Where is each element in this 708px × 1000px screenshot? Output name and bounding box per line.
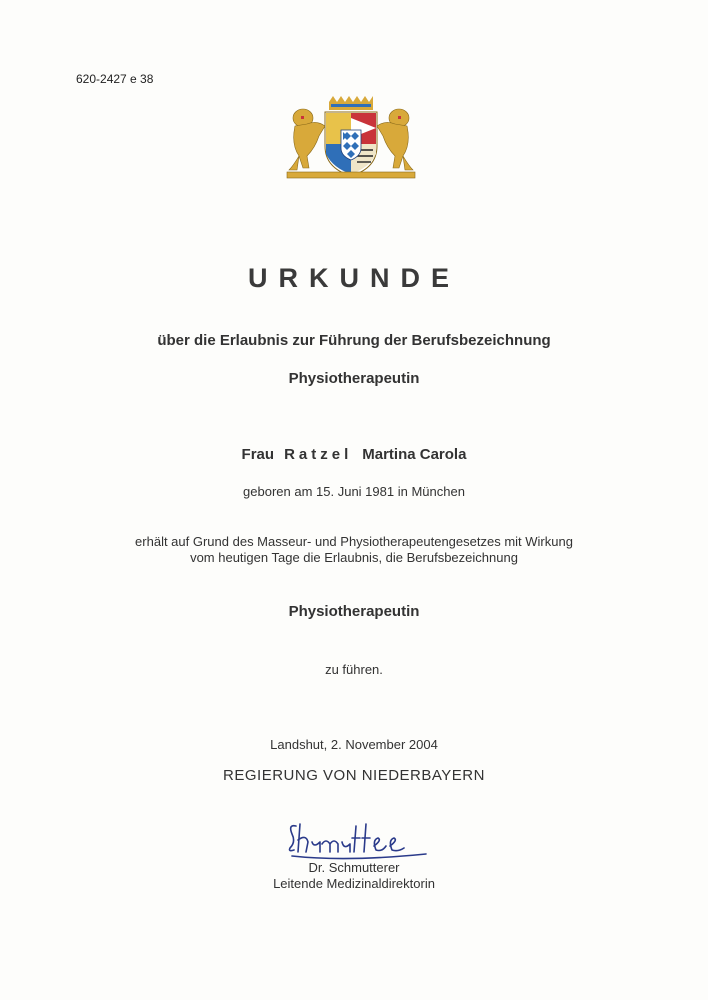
- body-line-1: erhält auf Grund des Masseur- und Physiotherapeutengesetzes mit Wirkung: [135, 534, 573, 549]
- authority-name: REGIERUNG VON NIEDERBAYERN: [223, 767, 485, 784]
- place-date: Landshut, 2. November 2004: [270, 737, 438, 752]
- profession-heading: Physiotherapeutin: [288, 370, 420, 387]
- shield-icon: [325, 112, 377, 176]
- signer-name: Dr. Schmutterer: [308, 860, 400, 875]
- reference-number: 620-2427 e 38: [76, 72, 154, 86]
- birth-line: geboren am 15. Juni 1981 in München: [243, 484, 465, 499]
- body-paragraph: [0, 534, 708, 566]
- document-title: URKUNDE: [248, 263, 460, 293]
- crown-icon: [329, 96, 373, 110]
- surname: Ratzel: [284, 446, 353, 463]
- base-plate: [287, 172, 415, 178]
- bavarian-coat-of-arms-icon: [281, 96, 421, 182]
- body-line-2: vom heutigen Tage die Erlaubnis, die Berufsbezeichnung: [190, 550, 518, 565]
- profession-repeat: Physiotherapeutin: [288, 603, 420, 620]
- handwritten-signature: [286, 816, 436, 866]
- given-names: Martina Carola: [362, 446, 467, 463]
- left-lion-icon: [289, 109, 325, 170]
- document-subtitle: über die Erlaubnis zur Führung der Berufsbezeichnung: [157, 332, 551, 349]
- recipient-name: [0, 446, 708, 463]
- closing-text: zu führen.: [325, 662, 383, 677]
- right-lion-icon: [377, 109, 413, 170]
- salutation: Frau: [241, 446, 275, 463]
- signer-title: Leitende Medizinaldirektorin: [273, 876, 435, 891]
